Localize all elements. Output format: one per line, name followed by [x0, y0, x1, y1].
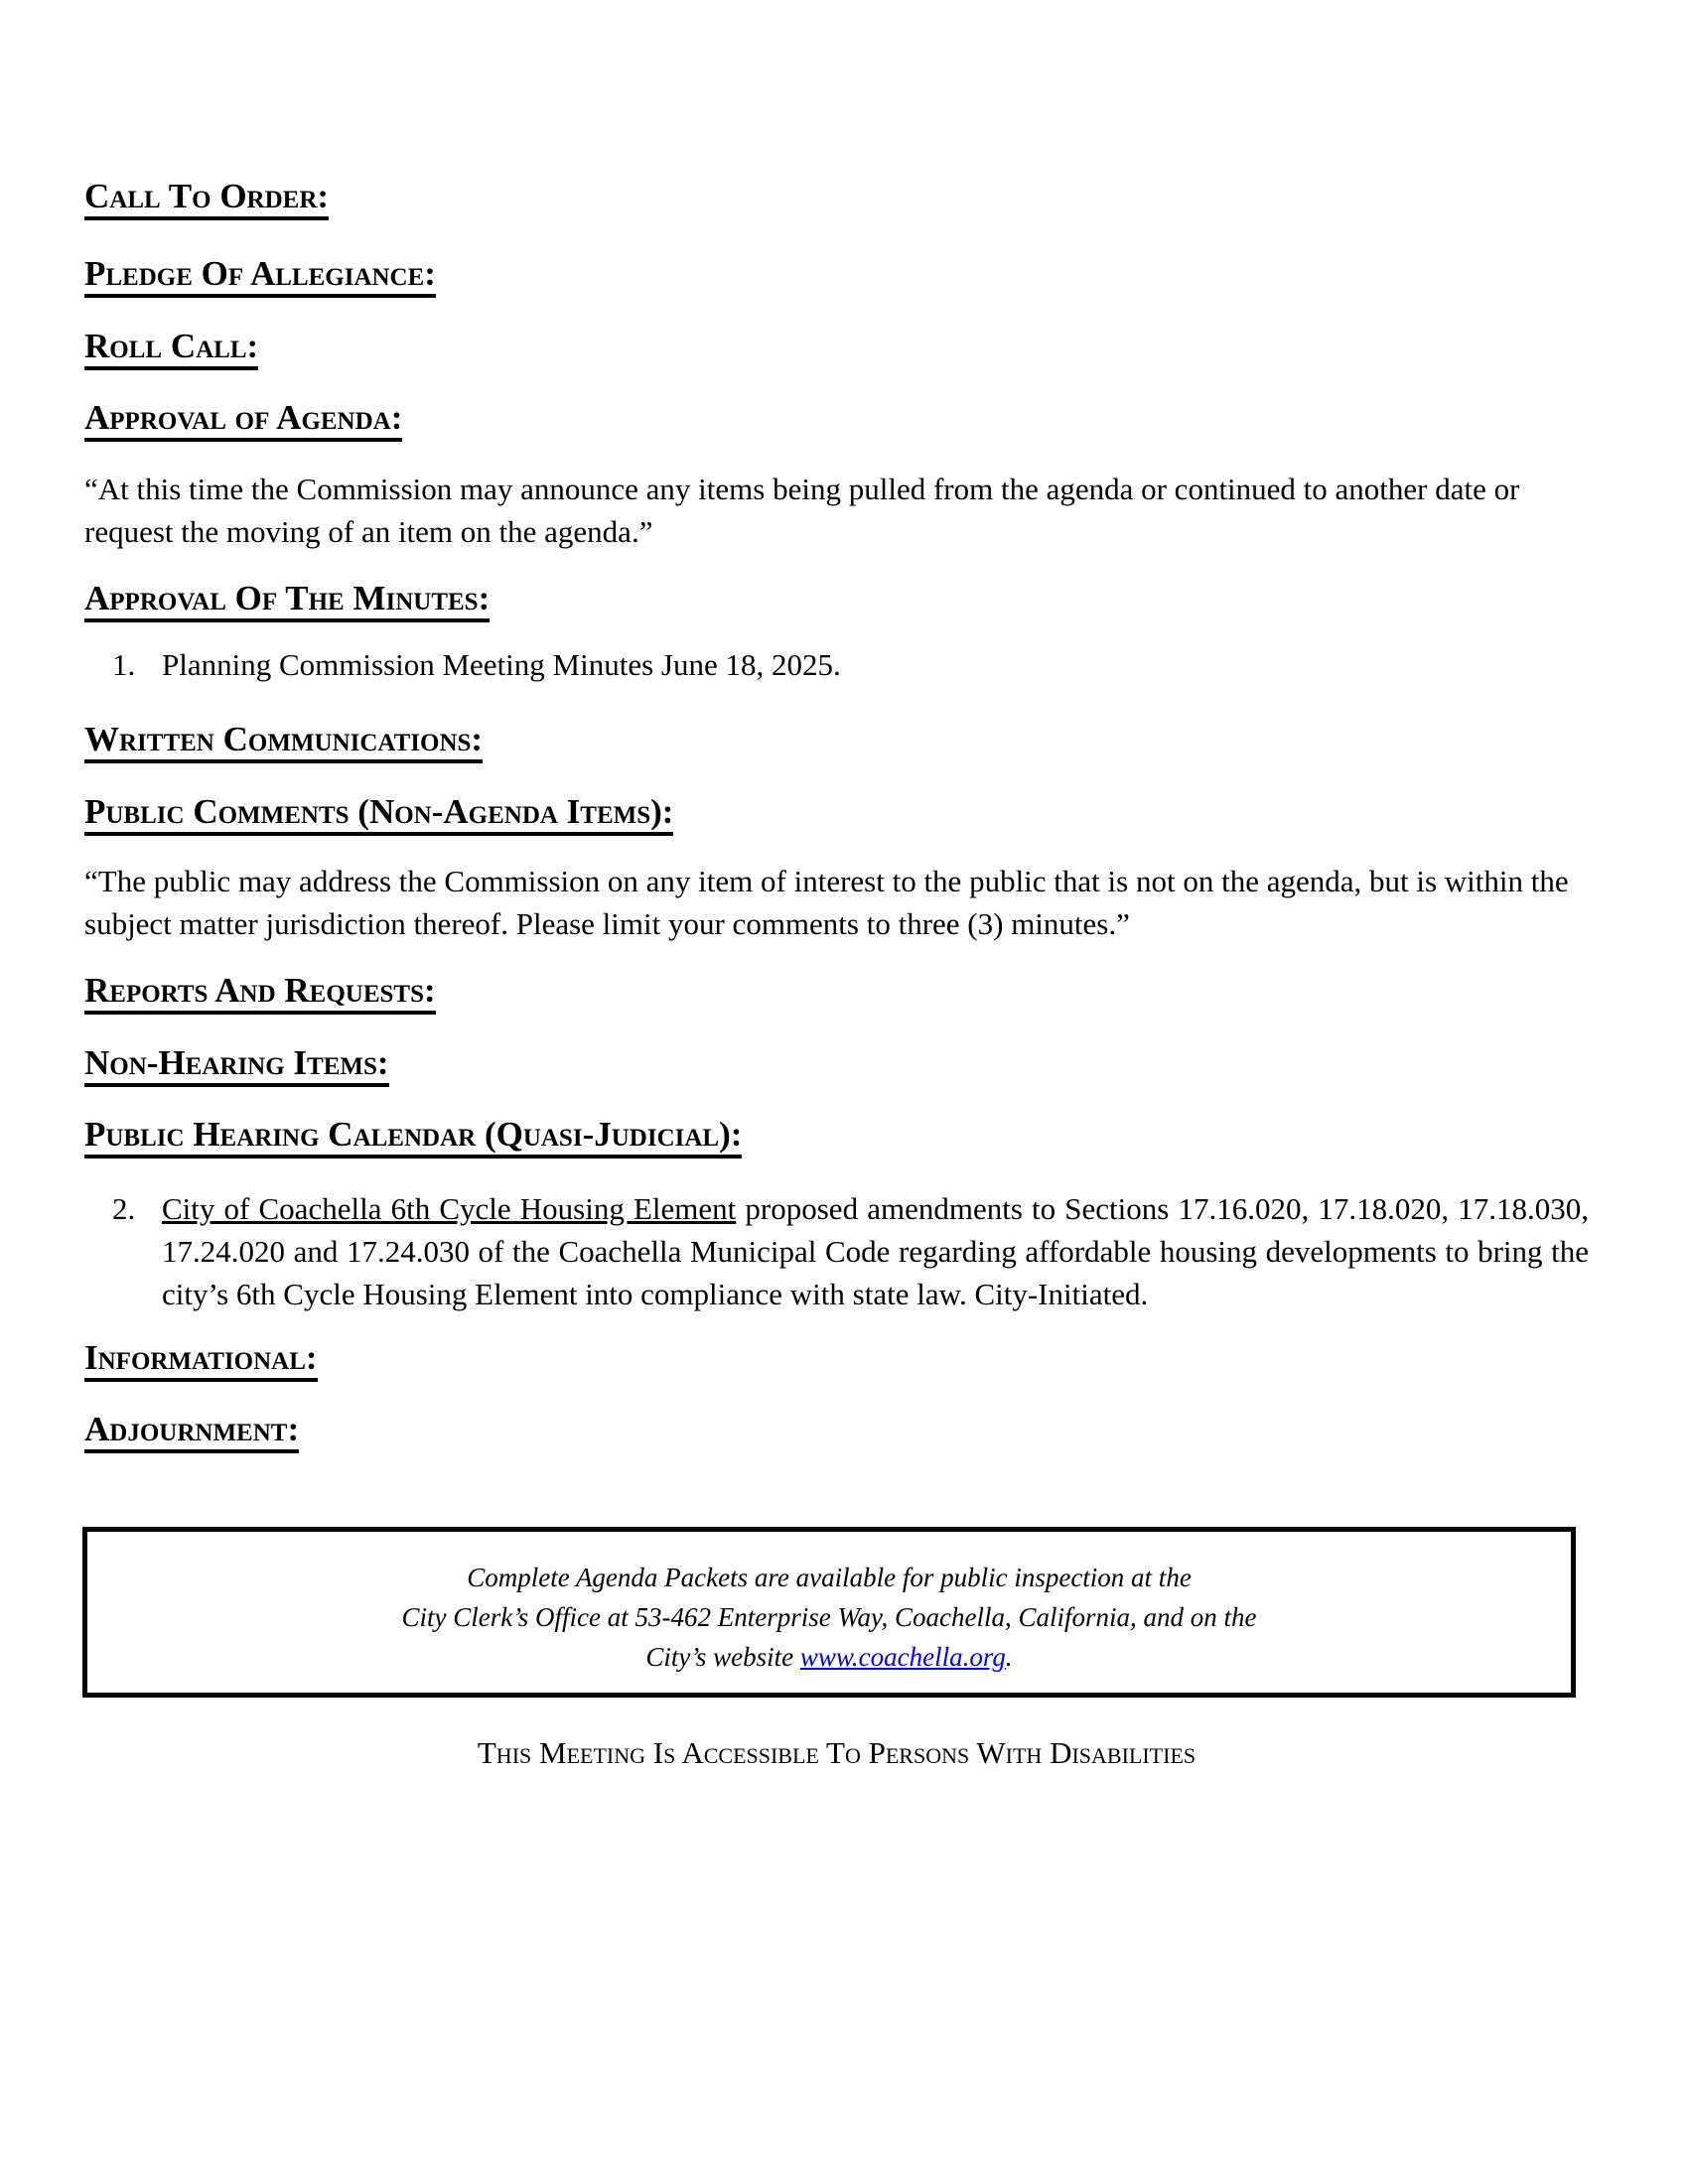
- notice-line-1: Complete Agenda Packets are available for public inspection at the: [467, 1563, 1192, 1592]
- heading-public-comments: [84, 794, 1589, 836]
- agenda-note-paragraph: “At this time the Commission may announce any items being pulled from the agenda or continued to another date or request the moving of an item on the agenda.”: [84, 472, 1520, 549]
- heading-written-communications: [84, 722, 1589, 763]
- coachella-website-link[interactable]: www.coachella.org: [799, 1642, 1006, 1672]
- heading-call-to-order-text: Call To Order:: [84, 179, 329, 220]
- heading-approval-of-agenda-text: Approval of Agenda:: [84, 400, 402, 442]
- agenda-item-2: [84, 1187, 1589, 1315]
- heading-non-hearing-items: [84, 1045, 1589, 1087]
- heading-informational-text: Informational:: [84, 1340, 318, 1382]
- heading-approval-of-minutes: [84, 581, 1589, 622]
- heading-approval-of-agenda: [84, 400, 1589, 442]
- heading-pledge-of-allegiance: [84, 256, 1589, 298]
- heading-non-hearing-items-text: Non-Hearing Items:: [84, 1045, 389, 1087]
- notice-line-3-suffix: .: [1005, 1642, 1013, 1672]
- heading-adjournment: [84, 1412, 1589, 1453]
- public-comments-note-paragraph: “The public may address the Commission on any item of interest to the public that is not on the agenda, but is within the subject matter jurisdiction thereof. Please limit your comments to three (3) minutes.”: [84, 864, 1569, 941]
- item-text: [162, 1187, 1589, 1315]
- heading-adjournment-text: Adjournment:: [84, 1412, 299, 1453]
- heading-written-communications-text: Written Communications:: [84, 722, 483, 763]
- heading-pledge-of-allegiance-text: Pledge Of Allegiance:: [84, 256, 436, 298]
- agenda-item-1: [84, 643, 1589, 686]
- hearing-item-description: proposed amendments to Sections 17.16.020, 17.18.020, 17.18.030, 17.24.020 and 17.24.030 of the Coachella Municipal Code regarding affordable housing developments to bring the city’s 6th Cycle Housing Element into compliance with state law. City-Initiated.: [162, 1191, 1589, 1311]
- heading-call-to-order: [84, 179, 1589, 220]
- heading-approval-of-minutes-text: Approval Of The Minutes:: [84, 581, 490, 622]
- notice-line-3: [107, 1637, 1551, 1677]
- heading-roll-call: [84, 329, 1589, 370]
- heading-reports-and-requests: [84, 973, 1589, 1015]
- item-number: 2.: [112, 1191, 136, 1226]
- accessibility-notice: This Meeting Is Accessible To Persons With Disabilities: [477, 1735, 1196, 1770]
- notice-line-3-prefix: City’s website: [645, 1642, 800, 1672]
- heading-public-hearing-calendar: [84, 1117, 1589, 1159]
- notice-box: [82, 1527, 1576, 1698]
- notice-line-2: City Clerk’s Office at 53-462 Enterprise Way, Coachella, California, and on the: [401, 1602, 1257, 1632]
- heading-informational: [84, 1340, 1589, 1382]
- heading-reports-and-requests-text: Reports And Requests:: [84, 973, 436, 1015]
- heading-roll-call-text: Roll Call:: [84, 329, 258, 370]
- heading-public-comments-text: Public Comments (Non-Agenda Items):: [84, 794, 673, 836]
- item-text: Planning Commission Meeting Minutes June 18, 2025.: [162, 647, 841, 682]
- hearing-item-underlined-title: City of Coachella 6th Cycle Housing Element: [162, 1191, 737, 1226]
- item-number: 1.: [112, 647, 136, 682]
- agenda-document: [84, 0, 1589, 1771]
- heading-public-hearing-calendar-text: Public Hearing Calendar (Quasi-Judicial):: [84, 1117, 742, 1159]
